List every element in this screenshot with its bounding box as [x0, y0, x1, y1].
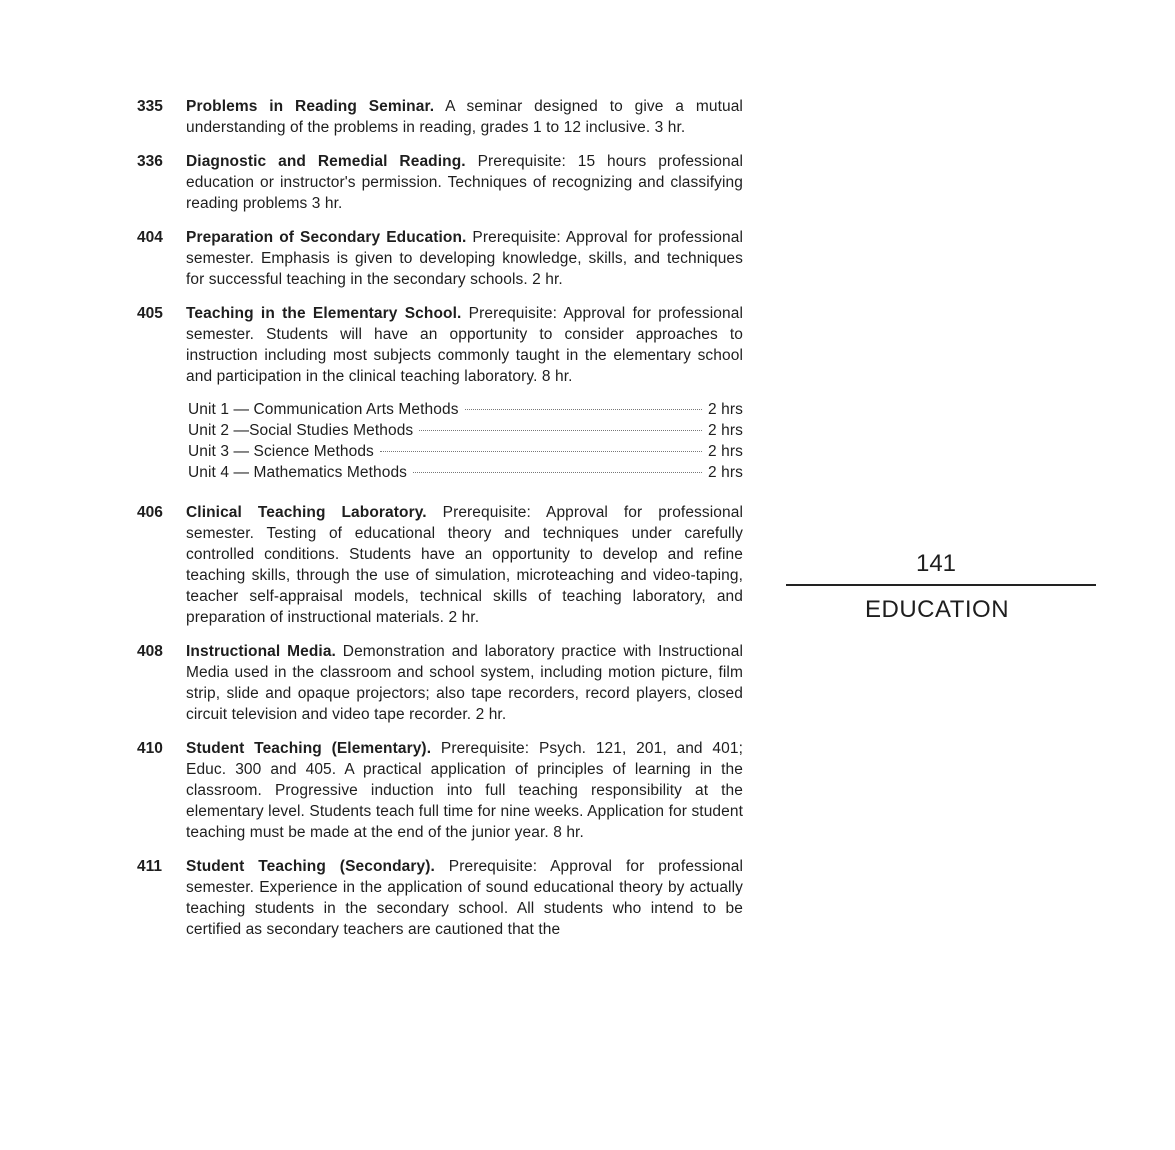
- unit-label: Unit 1 — Communication Arts Methods: [188, 401, 459, 418]
- dot-leader: [413, 471, 702, 473]
- dot-leader: [380, 450, 702, 452]
- course-title: Student Teaching (Elementary).: [186, 740, 432, 757]
- course-description: [186, 738, 743, 843]
- dot-leader: [465, 408, 702, 410]
- unit-list: [188, 399, 743, 483]
- course-title: Clinical Teaching Laboratory.: [186, 504, 427, 521]
- course-entry: [137, 96, 743, 138]
- course-text: Prerequisite: 15 hours professional education or instructor's permission. Techniques of recognizing and classifying reading problems 3 hr.: [186, 153, 743, 212]
- course-entry: [137, 502, 743, 628]
- course-text: Prerequisite: Approval for professional semester. Experience in the application of sound educational theory by actually teaching students in the secondary school. All students who intend to be certified as secondary teachers are cautioned that the: [186, 858, 743, 938]
- unit-label: Unit 4 — Mathematics Methods: [188, 464, 408, 481]
- unit-row: [188, 441, 743, 462]
- course-title: Student Teaching (Secondary).: [186, 858, 435, 875]
- page-number: 141: [915, 550, 957, 577]
- course-entry: [137, 856, 743, 940]
- course-title: Diagnostic and Remedial Reading.: [186, 153, 466, 170]
- course-title: Problems in Reading Seminar.: [186, 98, 435, 115]
- course-entry: [137, 303, 743, 489]
- course-text: Demonstration and laboratory practice with Instructional Media used in the classroom and school system, including motion picture, film strip, slide and opaque projectors; also tape recorders, record players, closed circuit television and video tape recorder. 2 hr.: [186, 643, 743, 723]
- section-title: EDUCATION: [865, 596, 1010, 623]
- course-number: 411: [137, 858, 163, 875]
- course-text: Prerequisite: Psych. 121, 201, and 401; Educ. 300 and 405. A practical application of principles of learning in the classroom. Progressive induction into full teaching responsibility at the elementary level. Students teach full time for nine weeks. Application for student teaching must be made at the end of the junior year. 8 hr.: [186, 740, 743, 841]
- course-number: 336: [137, 153, 163, 170]
- course-number: 405: [137, 305, 163, 322]
- unit-label: Unit 3 — Science Methods: [188, 443, 374, 460]
- course-description: [186, 96, 743, 138]
- unit-hours: 2 hrs: [708, 443, 743, 460]
- course-text: A seminar designed to give a mutual understanding of the problems in reading, grades 1 to 12 inclusive. 3 hr.: [186, 98, 743, 136]
- course-number: 335: [137, 98, 163, 115]
- unit-row: [188, 399, 743, 420]
- course-description: [186, 303, 743, 489]
- page-sidebar: [786, 548, 1096, 626]
- course-text: Prerequisite: Approval for professional semester. Testing of educational theory and techniques under carefully controlled conditions. Students have an opportunity to develop and refine teaching skills, through the use of simulation, microteaching and video-taping, teacher self-appraisal models, technical skills of teaching laboratory, and preparation of instructional materials. 2 hr.: [186, 504, 743, 626]
- unit-hours: 2 hrs: [708, 401, 743, 418]
- course-number: 410: [137, 740, 163, 757]
- course-title: Preparation of Secondary Education.: [186, 229, 467, 246]
- course-list: [137, 96, 743, 953]
- unit-label: Unit 2 —Social Studies Methods: [188, 422, 414, 439]
- course-number: 404: [137, 229, 163, 246]
- course-entry: [137, 641, 743, 725]
- course-description: [186, 641, 743, 725]
- unit-hours: 2 hrs: [708, 464, 743, 481]
- unit-row: [188, 462, 743, 483]
- course-description: [186, 151, 743, 214]
- course-title: Teaching in the Elementary School.: [186, 305, 462, 322]
- course-entry: [137, 738, 743, 843]
- course-description: [186, 227, 743, 290]
- course-description: [186, 856, 743, 940]
- course-number: 408: [137, 643, 163, 660]
- course-text: Prerequisite: Approval for professional semester. Emphasis is given to developing knowledge, skills, and techniques for successful teaching in the secondary schools. 2 hr.: [186, 229, 743, 288]
- course-text: Prerequisite: Approval for professional semester. Students will have an opportunity to consider approaches to instruction including most subjects commonly taught in the elementary school and participation in the clinical teaching laboratory. 8 hr.: [186, 305, 743, 385]
- course-entry: [137, 227, 743, 290]
- course-entry: [137, 151, 743, 214]
- course-number: 406: [137, 504, 163, 521]
- unit-row: [188, 420, 743, 441]
- unit-hours: 2 hrs: [708, 422, 743, 439]
- course-title: Instructional Media.: [186, 643, 336, 660]
- divider-rule: [786, 584, 1096, 586]
- course-description: [186, 502, 743, 628]
- dot-leader: [419, 429, 702, 431]
